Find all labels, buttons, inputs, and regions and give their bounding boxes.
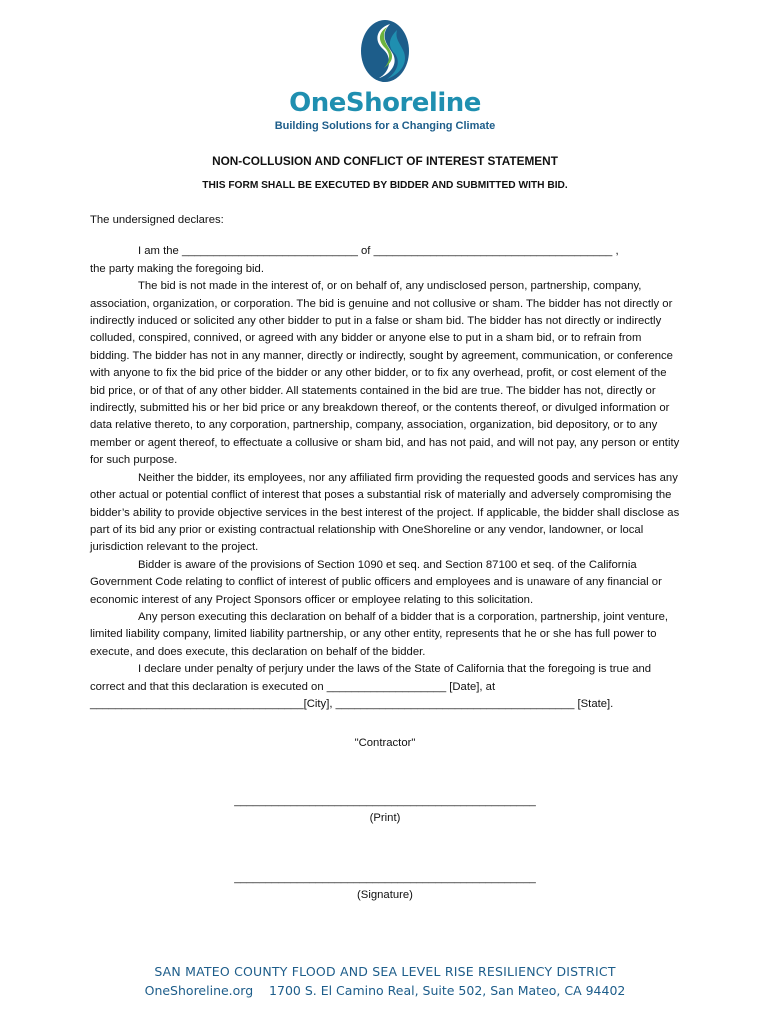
- i-am-line: I am the ____________________________ of ______________________________________ ,: [138, 245, 619, 258]
- paragraph-perjury: I declare under penalty of perjury under the laws of the State of California that the foregoing is true and correct and that this declaration is executed on ___________________ [Date], at __________________________________[City], ______________________________________ [State].: [90, 663, 652, 710]
- party-line: the party making the foregoing bid.: [90, 262, 264, 275]
- oneshoreline-logo-icon: [357, 18, 413, 84]
- contractor-label: "Contractor": [354, 737, 416, 750]
- print-block: [90, 793, 680, 828]
- signature-label: (Signature): [357, 889, 413, 901]
- declaration-text: [90, 243, 680, 713]
- paragraph-authority: Any person executing this declaration on behalf of a bidder that is a corporation, partnership, joint venture, limited liability company, limited liability partnership, or any other entity, represents that he or she has full power to execute, and does execute, this declaration on behalf of the bidder.: [90, 610, 669, 658]
- footer-org-name: SAN MATEO COUNTY FLOOD AND SEA LEVEL RISE RESILIENCY DISTRICT: [154, 964, 616, 979]
- document-subtitle: THIS FORM SHALL BE EXECUTED BY BIDDER AND SUBMITTED WITH BID.: [202, 180, 568, 191]
- signature-block: [90, 870, 680, 905]
- signature-line[interactable]: ________________________________________________: [234, 871, 536, 884]
- document-title: NON-COLLUSION AND CONFLICT OF INTEREST STATEMENT: [212, 154, 558, 168]
- footer-address: OneShoreline.org 1700 S. El Camino Real, Suite 502, San Mateo, CA 94402: [144, 983, 626, 998]
- print-label: (Print): [369, 812, 401, 825]
- paragraph-aware: Bidder is aware of the provisions of Section 1090 et seq. and Section 87100 et seq. of the California Government Code relating to conflict of interest of public officers and employees and is unaware of any financial or economic interest of any Project Sponsors officer or employee relating to this solicitation.: [90, 558, 662, 606]
- letterhead: [0, 18, 770, 133]
- paragraph-bid: The bid is not made in the interest of, or on behalf of, any undisclosed person, partnership, company, association, organization, or corporation. The bid is genuine and not collusive or sham. The bidder has not directly or indirectly induced or solicited any other bidder to put in a false or sham bid. The bidder has not directly or indirectly colluded, conspired, connived, or agreed with any bidder or anyone else to put in a sham bid, or to refrain from bidding. The bidder has not in any manner, directly or indirectly, sought by agreement, communication, or conference with anyone to fix the bid price of the bidder or any other bidder, or to fix any overhead, profit, or cost element of the bid price, or of that of any other bidder. All statements contained in the bid are true. The bidder has not, directly or indirectly, submitted his or her bid price or any breakdown thereof, or the contents thereof, or divulged information or data relative thereto, to any corporation, partnership, company, association, organization, bid depository, or to any member or agent thereof, to effectuate a collusive or sham bid, and has not paid, and will not pay, any person or entity for such purpose.: [90, 280, 680, 467]
- brand-tagline: Building Solutions for a Changing Climate: [274, 120, 496, 132]
- declares-line: The undersigned declares:: [90, 214, 224, 226]
- paragraph-conflict: Neither the bidder, its employees, nor any affiliated firm providing the requested goods and services has any other actual or potential conflict of interest that poses a substantial risk of materially and adversely compromising the bidder’s ability to provide objective services in the best interest of the project. If applicable, the bidder shall disclose as part of its bid any prior or existing contractual relationship with OneShoreline or any vendor, landowner, or local jurisdiction relevant to the project.: [90, 471, 680, 554]
- brand-name: OneShoreline: [289, 88, 481, 118]
- print-name-line[interactable]: ________________________________________________: [234, 794, 536, 807]
- document-body: [90, 152, 680, 904]
- footer: [0, 962, 770, 1000]
